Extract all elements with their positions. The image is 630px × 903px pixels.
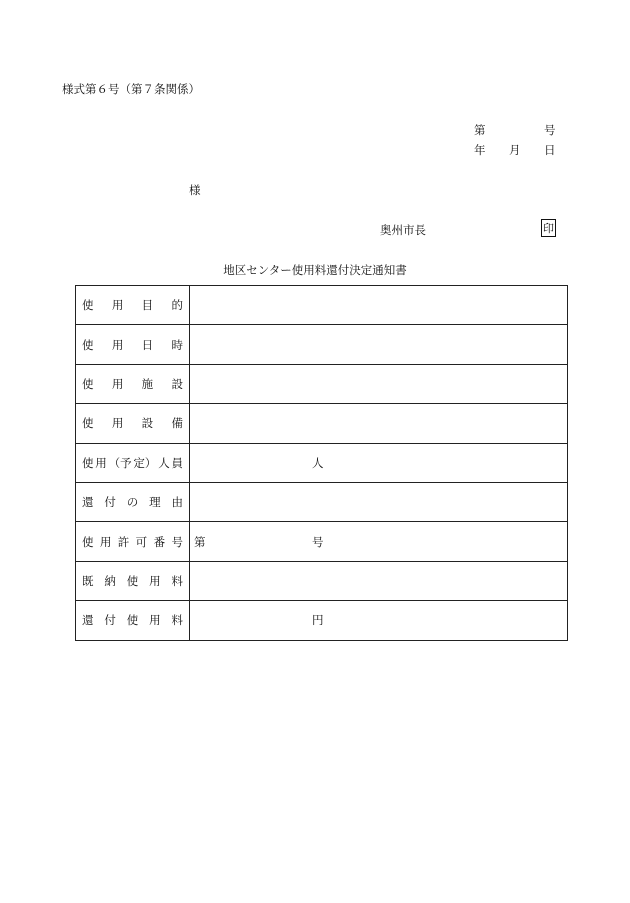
row-label-cell	[76, 404, 190, 443]
row-value-cell[interactable]	[190, 561, 568, 600]
row-label-char: （予	[108, 455, 132, 470]
row-label-char: 用	[99, 534, 112, 549]
row-label	[76, 415, 189, 431]
row-label	[76, 297, 189, 313]
row-label-char: 可	[135, 534, 148, 549]
form-label: 様式第６号（第７条関係）	[62, 82, 200, 96]
recipient-honorific: 様	[189, 183, 201, 197]
row-label-char: 用	[111, 416, 124, 431]
row-label	[76, 494, 189, 510]
row-label	[76, 337, 189, 353]
form-row	[76, 364, 568, 403]
row-label-char: 備	[171, 416, 183, 431]
row-label-char: 人	[158, 455, 170, 470]
row-label-char: 使	[126, 613, 139, 628]
row-value-cell[interactable]	[190, 404, 568, 443]
row-label-char: 料	[171, 573, 183, 588]
date-day-label: 日	[544, 143, 556, 157]
row-value-cell[interactable]	[190, 522, 568, 561]
row-value-cell[interactable]	[190, 601, 568, 640]
row-label-cell	[76, 286, 190, 325]
row-label-char: 目	[141, 298, 154, 313]
row-value-prefix: 第	[194, 534, 206, 549]
row-label-char: 理	[149, 495, 161, 510]
row-label-char: 由	[171, 495, 183, 510]
row-label-char: 用	[149, 573, 161, 588]
form-row	[76, 561, 568, 600]
row-label-char: 使	[126, 573, 139, 588]
row-label	[76, 376, 189, 392]
doc-number-suffix: 号	[544, 123, 556, 137]
row-label-char: 用	[95, 455, 107, 470]
row-label-char: 用	[111, 337, 124, 352]
row-label-char: 使	[82, 376, 94, 391]
row-label-char: 号	[171, 534, 183, 549]
row-value-cell[interactable]	[190, 364, 568, 403]
form-row	[76, 601, 568, 640]
row-label-char: 用	[111, 376, 124, 391]
form-row	[76, 522, 568, 561]
issuer-name: 奥州市長	[380, 223, 426, 237]
doc-number-prefix: 第	[474, 123, 486, 137]
row-label-char: 付	[104, 495, 116, 510]
row-value-cell[interactable]	[190, 325, 568, 364]
row-label-char: 付	[104, 613, 116, 628]
row-value-cell[interactable]	[190, 482, 568, 521]
row-label-char: 員	[171, 455, 183, 470]
form-row	[76, 404, 568, 443]
row-label-char: 使	[82, 298, 94, 313]
row-label-char: 用	[111, 298, 124, 313]
row-label-char: 納	[104, 573, 116, 588]
row-label-char: 施	[141, 376, 154, 391]
row-label-cell	[76, 561, 190, 600]
notice-form-table	[75, 285, 568, 641]
row-label-char: 日	[141, 337, 154, 352]
row-label-char: 使	[82, 534, 94, 549]
date-month-label: 月	[509, 143, 521, 157]
form-row	[76, 443, 568, 482]
row-value-cell[interactable]	[190, 286, 568, 325]
row-label-cell	[76, 601, 190, 640]
row-label-char: 使	[82, 455, 94, 470]
row-label-cell	[76, 443, 190, 482]
row-label-char: 番	[153, 534, 166, 549]
row-label-char: 設	[141, 416, 154, 431]
form-row	[76, 325, 568, 364]
row-label-char: 用	[149, 613, 161, 628]
row-label	[76, 612, 189, 628]
row-label-cell	[76, 482, 190, 521]
row-label	[76, 534, 189, 550]
row-label-char: 許	[117, 534, 130, 549]
form-row	[76, 286, 568, 325]
row-value-unit: 号	[312, 534, 324, 549]
document-title: 地区センター使用料還付決定通知書	[223, 263, 407, 277]
row-label-char: 時	[171, 337, 183, 352]
row-label-char: 既	[82, 573, 94, 588]
row-value-unit: 人	[312, 455, 324, 470]
row-label-char: の	[126, 495, 139, 510]
form-row	[76, 482, 568, 521]
row-label-char: 的	[171, 298, 183, 313]
row-label	[76, 573, 189, 589]
row-label-char: 料	[171, 613, 183, 628]
date-year-label: 年	[474, 143, 486, 157]
row-label	[76, 455, 189, 471]
row-label-char: 使	[82, 337, 94, 352]
row-label-char: 使	[82, 416, 94, 431]
row-label-cell	[76, 522, 190, 561]
seal-mark: 印	[541, 219, 556, 237]
row-label-char: 設	[171, 376, 183, 391]
row-value-unit: 円	[312, 613, 324, 628]
row-label-char: 定）	[133, 455, 157, 470]
row-label-char: 還	[82, 495, 94, 510]
row-value-cell[interactable]	[190, 443, 568, 482]
row-label-cell	[76, 325, 190, 364]
row-label-cell	[76, 364, 190, 403]
row-label-char: 還	[82, 613, 94, 628]
